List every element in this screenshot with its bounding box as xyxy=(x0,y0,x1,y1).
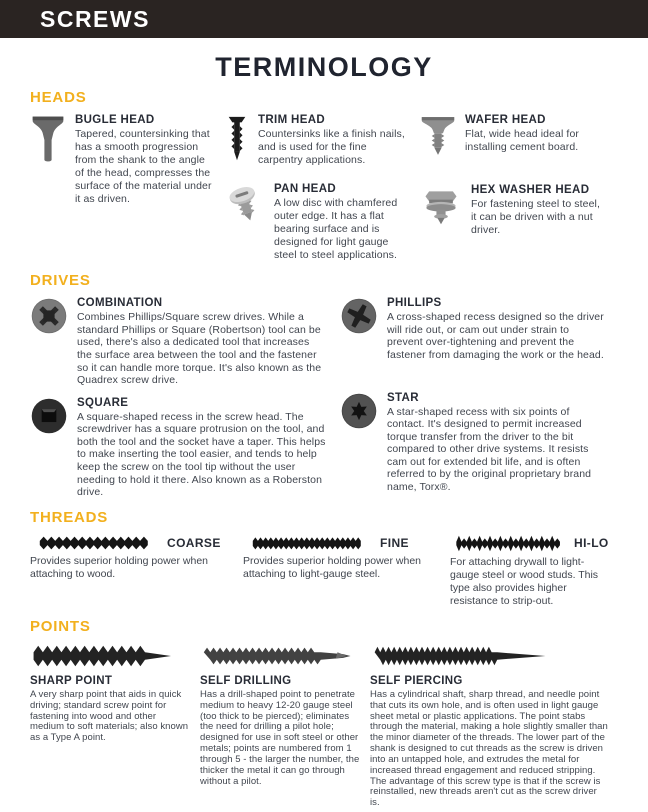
head-title-wafer: WAFER HEAD xyxy=(465,114,546,126)
heads-grid xyxy=(30,114,618,262)
drive-title-square: SQUARE xyxy=(77,396,129,409)
head-desc-hex: For fastening steel to steel, it can be driven with a nut driver. xyxy=(471,198,600,237)
point-desc-sharp: A very sharp point that aids in quick driving; standard screw point for fastening into wood and other medium to soft materials; also known as a Type A point. xyxy=(30,688,189,744)
heads-col-2 xyxy=(225,114,420,262)
section-heading-drives: DRIVES xyxy=(30,272,91,290)
drive-item-square-text xyxy=(77,397,326,499)
head-item-bugle xyxy=(30,114,225,262)
head-item-bugle-text xyxy=(75,114,213,206)
heads-col-3 xyxy=(420,114,618,262)
thread-item-fine xyxy=(243,534,450,608)
head-item-hex-text xyxy=(471,184,606,237)
wafer-head-icon xyxy=(420,114,456,158)
point-desc-drilling: Has a drill-shaped point to penetrate medium to heavy 12-20 gauge steel (too thick to be pierced); eliminates the need for drilling a pilot hole; designed for use in soft steel or other metals; points are numbered from 1 through 5 - the larger the number, the thicker the metal it can go through without a pilot. xyxy=(200,688,360,787)
drive-desc-phillips: A cross-shaped recess designed so the driver will ride out, or cam out under strain to prevent over-tightening and prevent the fastener from damaging the work or the head. xyxy=(387,311,604,361)
drive-title-star: STAR xyxy=(387,391,419,404)
drive-item-star xyxy=(340,392,618,494)
square-drive-icon xyxy=(30,397,68,435)
point-title-piercing: SELF PIERCING xyxy=(370,674,463,687)
drive-desc-star: A star-shaped recess with six points of contact. It's designed to permit increased torque transfer from the driver to the bit compared to other drive systems. It resists cam out for extended bit life, and is often referred to by the original proprietary brand name, Torx®. xyxy=(387,405,592,494)
head-item-pan-text xyxy=(274,183,408,262)
drive-item-combination xyxy=(30,297,340,387)
drive-item-phillips-text xyxy=(387,297,604,361)
head-item-trim-text xyxy=(258,114,408,167)
fine-thread-icon xyxy=(243,534,374,552)
drives-grid xyxy=(30,297,618,499)
head-item-wafer xyxy=(420,114,618,158)
drive-item-combination-text xyxy=(77,297,326,387)
section-heading-heads: HEADS xyxy=(30,89,87,106)
head-title-hex: HEX WASHER HEAD xyxy=(471,184,590,196)
content xyxy=(0,89,648,809)
thread-desc-coarse: Provides superior holding power when attaching to wood. xyxy=(30,554,209,580)
head-title-pan: PAN HEAD xyxy=(274,183,337,196)
head-desc-wafer: Flat, wide head ideal for installing cement board. xyxy=(465,128,579,154)
star-drive-icon xyxy=(340,392,378,430)
trim-head-icon xyxy=(225,114,249,164)
drive-desc-square: A square-shaped recess in the screw head. The screwdriver has a square protrusion on the tool, and both the tool and the socket have a taper. This helps to make inserting the tool easier, and tends to help keep the screw on the tool tip without the user needing to hold it there. Also known as a Roberston drive. xyxy=(77,410,326,499)
point-item-drilling xyxy=(200,643,370,809)
head-desc-pan: A low disc with chamfered outer edge. It has a flat bearing surface and is designed for light gauge steel to steel applications. xyxy=(274,197,398,262)
section-heading-threads: THREADS xyxy=(30,508,109,526)
thread-label-hilo: HI-LO xyxy=(574,536,609,551)
hex-washer-head-icon xyxy=(420,184,462,228)
combination-drive-icon xyxy=(30,297,68,335)
sharp-point-icon xyxy=(30,643,200,669)
point-title-sharp: SHARP POINT xyxy=(30,674,113,687)
head-item-pan xyxy=(225,183,420,262)
drive-title-combination: COMBINATION xyxy=(77,297,163,310)
self-piercing-point-icon xyxy=(370,643,618,669)
point-title-drilling: SELF DRILLING xyxy=(200,674,292,687)
thread-desc-hilo: For attaching drywall to light-gauge steel or wood studs. This type also provides higher resistance to strip-out. xyxy=(450,555,599,607)
thread-item-hilo xyxy=(450,534,618,608)
phillips-drive-icon xyxy=(340,297,378,335)
head-item-hex xyxy=(420,184,618,237)
point-desc-piercing: Has a cylindrical shaft, sharp thread, and needle point that cuts its own hole, and is often used in light gauge sheet metal or plastic applications. The point stabs through the material, making a hole slightly smaller than the minor diameter of the threads. The lower part of the shank is designed to cut threads as the screw is driven into an untapped hole, and extrudes the metal for increased thread engagement and reduced stripping. The advantage of this screw type is that if the screw is reinstalled, new threads aren't cut as the screw driver is. xyxy=(370,688,608,809)
coarse-thread-icon xyxy=(30,534,161,552)
self-drilling-point-icon xyxy=(200,643,370,669)
point-item-sharp xyxy=(30,643,200,809)
drive-title-phillips: PHILLIPS xyxy=(387,297,442,310)
thread-desc-fine: Provides superior holding power when attaching to light-gauge steel. xyxy=(243,554,422,580)
drives-col-2 xyxy=(340,297,618,499)
thread-head-hilo xyxy=(450,534,618,553)
drives-col-1 xyxy=(30,297,340,499)
drive-item-star-text xyxy=(387,392,604,494)
head-item-wafer-text xyxy=(465,114,606,154)
section-heading-points: POINTS xyxy=(30,617,91,635)
head-title-trim: TRIM HEAD xyxy=(258,114,326,126)
head-item-trim xyxy=(225,114,420,167)
bugle-head-icon xyxy=(30,114,66,166)
point-item-piercing xyxy=(370,643,618,809)
drive-item-square xyxy=(30,397,340,499)
page-title: TERMINOLOGY xyxy=(215,52,433,82)
drive-item-phillips xyxy=(340,297,618,361)
thread-label-fine: FINE xyxy=(380,535,409,550)
thread-label-coarse: COARSE xyxy=(167,535,221,550)
points-grid xyxy=(30,643,618,809)
hi-lo-thread-icon xyxy=(450,534,568,553)
head-desc-bugle: Tapered, countersinking that has a smooth progression from the shank to the angle of the head, compresses the surface of the material under it as driven. xyxy=(75,128,212,206)
header-bar xyxy=(0,0,648,38)
thread-head-fine xyxy=(243,534,450,552)
thread-item-coarse xyxy=(30,534,243,608)
head-desc-trim: Countersinks like a finish nails, and is used for the fine carpentry applications. xyxy=(258,128,405,167)
drive-desc-combination: Combines Phillips/Square screw drives. While a standard Phillips or Square (Robertson) tool can be used, there's also a dedicated tool that increases the surface area between the tool and the fastener so it can handle more torque. It's also known as the Quadrex screw drive. xyxy=(77,311,322,387)
page-header-title: SCREWS xyxy=(40,5,150,32)
pan-head-icon xyxy=(225,183,265,227)
head-title-bugle: BUGLE HEAD xyxy=(75,114,155,126)
thread-head-coarse xyxy=(30,534,243,552)
threads-grid xyxy=(30,534,618,608)
